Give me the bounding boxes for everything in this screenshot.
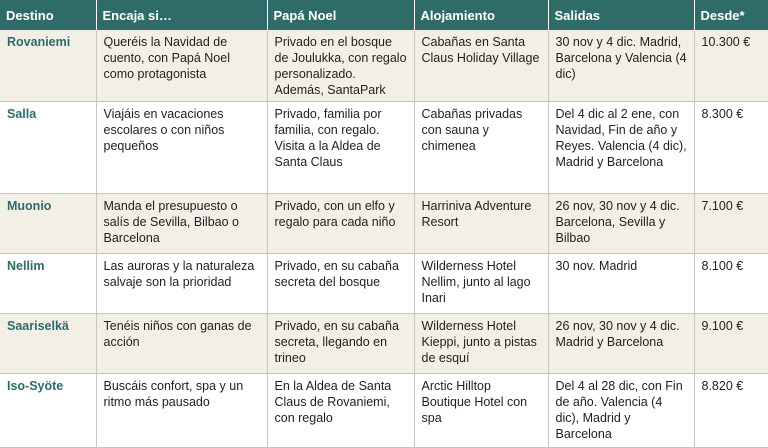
cell-desde: 9.100 € — [694, 314, 768, 374]
header-desde: Desde* — [694, 0, 768, 30]
table-row — [0, 374, 768, 448]
header-salidas: Salidas — [548, 0, 694, 30]
cell-encaja: Manda el presupuesto o salís de Sevilla, Bilbao o Barcelona — [96, 194, 267, 254]
cell-destino: Iso-Syöte — [0, 374, 96, 448]
header-destino: Destino — [0, 0, 96, 30]
table-row — [0, 30, 768, 102]
cell-salidas: Del 4 al 28 dic, con Fin de año. Valencia (4 dic), Madrid y Barcelona — [548, 374, 694, 448]
header-papa-noel: Papá Noel — [267, 0, 414, 30]
cell-desde: 8.300 € — [694, 102, 768, 194]
cell-destino: Nellim — [0, 254, 96, 314]
table-row — [0, 194, 768, 254]
cell-desde: 10.300 € — [694, 30, 768, 102]
cell-alojamiento: Wilderness Hotel Nellim, junto al lago Inari — [414, 254, 548, 314]
header-encaja: Encaja si… — [96, 0, 267, 30]
cell-salidas: 30 nov y 4 dic. Madrid, Barcelona y Valencia (4 dic) — [548, 30, 694, 102]
cell-salidas: 30 nov. Madrid — [548, 254, 694, 314]
cell-papa-noel: Privado, familia por familia, con regalo. Visita a la Aldea de Santa Claus — [267, 102, 414, 194]
cell-papa-noel: Privado, con un elfo y regalo para cada niño — [267, 194, 414, 254]
cell-destino: Saariselkä — [0, 314, 96, 374]
table-body — [0, 30, 768, 448]
table-row — [0, 254, 768, 314]
cell-alojamiento: Cabañas privadas con sauna y chimenea — [414, 102, 548, 194]
table-row — [0, 314, 768, 374]
cell-alojamiento: Cabañas en Santa Claus Holiday Village — [414, 30, 548, 102]
cell-alojamiento: Wilderness Hotel Kieppi, junto a pistas de esquí — [414, 314, 548, 374]
cell-salidas: 26 nov, 30 nov y 4 dic. Barcelona, Sevilla y Bilbao — [548, 194, 694, 254]
cell-desde: 8.100 € — [694, 254, 768, 314]
cell-encaja: Buscáis confort, spa y un ritmo más pausado — [96, 374, 267, 448]
header-row — [0, 0, 768, 30]
table-header — [0, 0, 768, 30]
cell-papa-noel: Privado, en su cabaña secreta, llegando en trineo — [267, 314, 414, 374]
cell-encaja: Las auroras y la naturaleza salvaje son la prioridad — [96, 254, 267, 314]
cell-destino: Muonio — [0, 194, 96, 254]
cell-destino: Rovaniemi — [0, 30, 96, 102]
cell-encaja: Queréis la Navidad de cuento, con Papá Noel como protagonista — [96, 30, 267, 102]
cell-salidas: Del 4 dic al 2 ene, con Navidad, Fin de año y Reyes. Valencia (4 dic), Madrid y Barcelona — [548, 102, 694, 194]
cell-papa-noel: Privado en el bosque de Joulukka, con regalo personalizado. Además, SantaPark — [267, 30, 414, 102]
cell-destino: Salla — [0, 102, 96, 194]
header-alojamiento: Alojamiento — [414, 0, 548, 30]
cell-alojamiento: Harriniva Adventure Resort — [414, 194, 548, 254]
cell-papa-noel: Privado, en su cabaña secreta del bosque — [267, 254, 414, 314]
cell-papa-noel: En la Aldea de Santa Claus de Rovaniemi, con regalo — [267, 374, 414, 448]
cell-alojamiento: Arctic Hilltop Boutique Hotel con spa — [414, 374, 548, 448]
cell-salidas: 26 nov, 30 nov y 4 dic. Madrid y Barcelona — [548, 314, 694, 374]
cell-desde: 8.820 € — [694, 374, 768, 448]
cell-encaja: Tenéis niños con ganas de acción — [96, 314, 267, 374]
cell-encaja: Viajáis en vacaciones escolares o con niños pequeños — [96, 102, 267, 194]
table-row — [0, 102, 768, 194]
cell-desde: 7.100 € — [694, 194, 768, 254]
